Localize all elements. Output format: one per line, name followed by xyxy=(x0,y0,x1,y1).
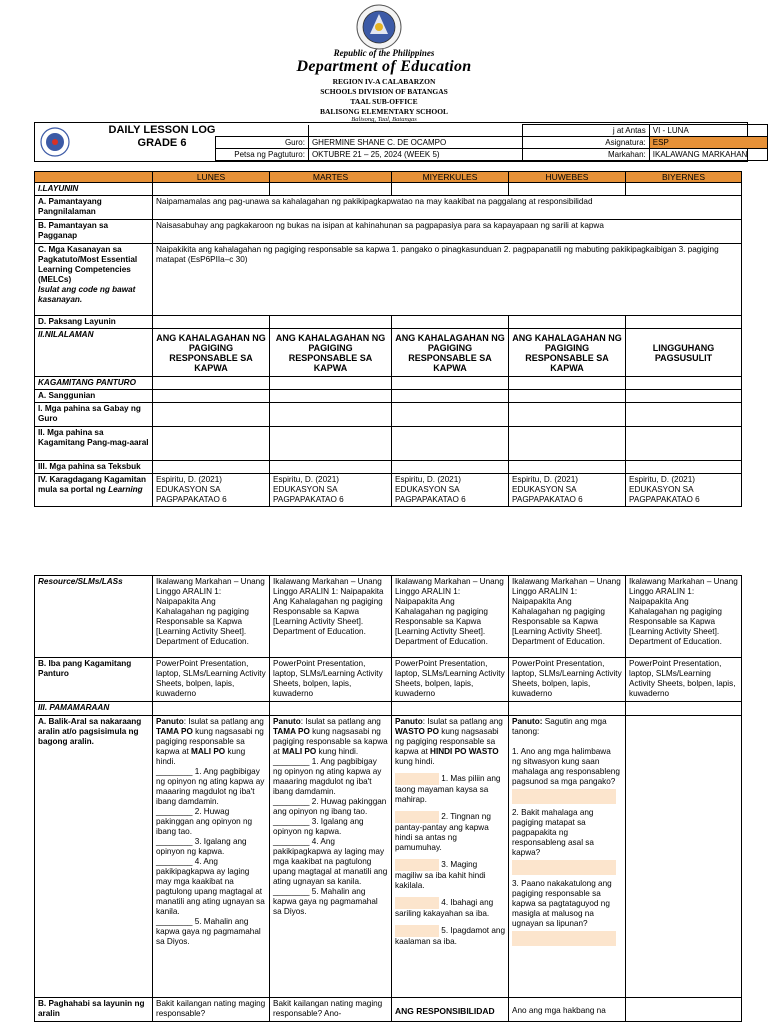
resource-label: Resource/SLMs/LASs xyxy=(35,576,153,658)
pamantayan-pagganap-label: B. Pamantayan sa Pagganap xyxy=(35,220,153,244)
resource-huwebes: Ikalawang Markahan – Unang Linggo ARALIN 1: Naipapakita Ang Kahalagahan ng pagiging Responsable sa Kapwa [Learning Activity Sheet]. Department of Education. xyxy=(509,576,626,658)
panuto-label: Panuto: xyxy=(512,717,543,726)
answer-blank[interactable] xyxy=(395,811,439,823)
paghahabi-miyerkules: ANG RESPONSIBILIDAD xyxy=(392,998,509,1022)
petsa-value: OKTUBRE 21 – 25, 2024 (WEEK 5) xyxy=(308,149,522,161)
quiz-item: ________ 3. Igalang ang opinyon ng kapwa. xyxy=(156,837,247,856)
ref-title-biyernes: EDUKASYON SA PAGPAPAKATAO 6 xyxy=(629,485,700,504)
paghahabi-huwebes: Ano ang mga hakbang na xyxy=(509,998,626,1022)
quiz-item: ________ 4. Ang pakikipagkapwa ay laging may mga kaakibat na pagtulong upang magtagal at manatili ang ating ugnayan sa kanila. xyxy=(156,857,265,916)
iba-miyerkules: PowerPoint Presentation, laptop, SLMs/Learning Activity Sheets, bolpen, lapis, kuwaderno xyxy=(392,658,509,702)
nilalaman-biyernes: LINGGUHANG PAGSUSULIT xyxy=(626,329,742,377)
balik-aral-martes xyxy=(270,716,392,998)
petsa-label: Petsa ng Pagtuturo: xyxy=(216,149,309,161)
header-address: Balisong, Taal, Batangas xyxy=(351,116,417,123)
quiz-item: ________ 3. Igalang ang opinyon ng kapwa. xyxy=(273,817,364,836)
teksbuk-label: III. Mga pahina sa Teksbuk xyxy=(35,461,153,474)
dll-lower-table xyxy=(34,575,742,1022)
dll-title: DAILY LESSON LOG xyxy=(108,124,216,136)
tama-po: TAMA PO xyxy=(156,727,193,736)
sanggunian-label: A. Sanggunian xyxy=(35,390,153,403)
header-region: REGION IV-A CALABARZON xyxy=(332,77,436,86)
markahan-value: IKALAWANG MARKAHAN xyxy=(649,149,767,161)
quiz-item: 1. Mas piliin ang taong mayaman kaysa sa mahirap. xyxy=(395,774,501,804)
iba-martes: PowerPoint Presentation, laptop, SLMs/Learning Activity Sheets, bolpen, lapis, kuwaderno xyxy=(270,658,392,702)
header-republic: Republic of the Philippines xyxy=(333,48,435,58)
melcs-label: C. Mga Kasanayan sa Pagkatuto/Most Essential Learning Competencies (MELCs) xyxy=(38,245,138,284)
layunin-heading: I.LAYUNIN xyxy=(35,183,153,196)
wasto-po: WASTO PO xyxy=(395,727,439,736)
paghahabi-label: B. Paghahabi sa layunin ng aralin xyxy=(35,998,153,1022)
ref-author-miyerkules: Espiritu, D. (2021) xyxy=(395,475,461,484)
panuto-text: kung nagsasabi ng pagiging responsable sa kapwa at xyxy=(273,727,388,756)
iba-biyernes: PowerPoint Presentation, laptop, SLMs/Learning Activity Sheets, bolpen, lapis, kuwaderno xyxy=(626,658,742,702)
day-header-martes: MARTES xyxy=(270,172,392,183)
melcs-text: Naipakikita ang kahalagahan ng pagiging responsable sa kapwa 1. pangako o pinagkasunduan 2. pagpapanatili ng mabuting pakikipagkaibigan 3. pagiging matapat (EsP6PIIa–c 30) xyxy=(153,244,742,316)
header-school: BALISONG ELEMENTARY SCHOOL xyxy=(319,107,449,116)
pamantayan-nilalaman-text: Naipamamalas ang pag-unawa sa kahalagahan ng pakikipagkapwatao na may kaakibat na paggalang at responsibilidad xyxy=(153,196,742,220)
panuto-label: Panuto xyxy=(273,717,301,726)
panuto-text: kung nagsasabi ng pagiging responsable sa kapwa at xyxy=(156,727,264,756)
panuto-text: Sagutin ang mga tanong: xyxy=(512,717,607,736)
ref-author-biyernes: Espiritu, D. (2021) xyxy=(629,475,695,484)
guro-label: Guro: xyxy=(216,137,309,149)
ref-title-lunes: EDUKASYON SA PAGPAPAKATAO 6 xyxy=(156,485,227,504)
header-division: SCHOOLS DIVISION OF BATANGAS xyxy=(320,87,448,96)
ref-author-lunes: Espiritu, D. (2021) xyxy=(156,475,222,484)
quiz-item: ________ 1. Ang pagbibigay ng opinyon ng ating kapwa ay maaaring magdulot ng iba't ibang damdamin. xyxy=(273,757,382,796)
balik-aral-lunes xyxy=(153,716,270,998)
quiz-item: 4. Ibahagi ang sariling kakayahan sa iba. xyxy=(395,898,494,918)
day-header-miyerkules: MIYERKULES xyxy=(392,172,509,183)
school-seal-icon xyxy=(40,127,70,157)
ref-author-huwebes: Espiritu, D. (2021) xyxy=(512,475,578,484)
panuto-text: : Isulat sa patlang ang xyxy=(422,717,503,726)
kagamitan-pahina-label: II. Mga pahina sa Kagamitang Pang-mag-aaral xyxy=(35,427,153,461)
quiz-item: 5. Ipagdamot ang kaalaman sa iba. xyxy=(395,926,506,946)
pamantayan-pagganap-text: Naisasabuhay ang pagkakaroon ng bukas na isipan at kahinahunan sa pagpapasiya para sa kapayapaan ng sarili at kapwa xyxy=(153,220,742,244)
pamamaraan-heading: III. PAMAMARAAN xyxy=(35,702,153,716)
question-item: 2. Bakit mahalaga ang pagiging matapat sa pagpapakita ng responsableng asal sa kapwa? xyxy=(512,808,594,857)
quiz-item: 2. Tingnan ng pantay-pantay ang kapwa hindi sa antas ng pamumuhay. xyxy=(395,812,491,852)
day-header-lunes: LUNES xyxy=(153,172,270,183)
tama-po: TAMA PO xyxy=(273,727,310,736)
mali-po: MALI PO xyxy=(191,747,226,756)
answer-blank[interactable] xyxy=(512,789,616,804)
header-department: Department of Education xyxy=(296,58,472,75)
ref-title-huwebes: EDUKASYON SA PAGPAPAKATAO 6 xyxy=(512,485,583,504)
dll-upper-table xyxy=(34,171,742,507)
quiz-item: ________ 4. Ang pakikipagkapwa ay laging may mga kaakibat na pagtulong upang magtagal at manatili ang ating ugnayan sa kanila. xyxy=(273,837,388,886)
answer-blank[interactable] xyxy=(395,773,439,785)
balik-aral-huwebes xyxy=(509,716,626,998)
question-item: 3. Paano nakakatulong ang pagiging responsable sa kapwa sa pagtataguyod ng masigla at malusog na ugnayan sa lipunan? xyxy=(512,879,612,928)
quiz-item: ________ 2. Huwag pakinggan ang opinyon ng ibang tao. xyxy=(273,797,387,816)
guro-value: GHERMINE SHANE C. DE OCAMPO xyxy=(308,137,522,149)
karagdagang-label: IV. Karagdagang Kagamitan mula sa portal ng xyxy=(38,475,146,494)
iba-huwebes: PowerPoint Presentation, laptop, SLMs/Learning Activity Sheets, bolpen, lapis, kuwaderno xyxy=(509,658,626,702)
panuto-label: Panuto xyxy=(156,717,184,726)
answer-blank[interactable] xyxy=(395,925,439,937)
nilalaman-heading: II.NILALAMAN xyxy=(35,329,153,377)
panuto-label: Panuto xyxy=(395,717,423,726)
quiz-item: ________ 1. Ang pagbibigay ng opinyon ng ating kapwa ay maaaring magdulot ng iba't ibang damdamin. xyxy=(156,767,265,806)
answer-blank[interactable] xyxy=(512,860,616,875)
markahan-label: Markahan: xyxy=(522,149,649,161)
kagamitan-heading: KAGAMITANG PANTURO xyxy=(35,377,153,390)
panuto-text: kung nagsasabi ng pagiging responsable sa kapwa at xyxy=(395,727,499,756)
ref-author-martes: Espiritu, D. (2021) xyxy=(273,475,339,484)
resource-miyerkules: Ikalawang Markahan – Unang Linggo ARALIN 1: Naipapakita Ang Kahalagahan ng pagiging Responsable sa Kapwa [Learning Activity Sheet]. Department of Education. xyxy=(392,576,509,658)
asignatura-value: ESP xyxy=(649,137,767,149)
day-header-biyernes: BIYERNES xyxy=(626,172,742,183)
quiz-item: 3. Maging magiliw sa iba kahit hindi kakilala. xyxy=(395,860,486,890)
lesson-meta-table xyxy=(215,124,768,161)
panuto-text: kung hindi. xyxy=(316,747,359,756)
quiz-item: ________ 2. Huwag pakinggan ang opinyon ng ibang tao. xyxy=(156,807,253,836)
asignatura-label: Asignatura: xyxy=(522,137,649,149)
iba-lunes: PowerPoint Presentation, laptop, SLMs/Learning Activity Sheets, bolpen, lapis, kuwaderno xyxy=(153,658,270,702)
panuto-text: kung hindi. xyxy=(156,747,246,766)
dll-grade: GRADE 6 xyxy=(137,137,187,149)
nilalaman-lunes: ANG KAHALAGAHAN NG PAGIGING RESPONSABLE SA KAPWA xyxy=(153,329,270,377)
paghahabi-lunes: Bakit kailangan nating maging responsable? xyxy=(153,998,270,1022)
answer-blank[interactable] xyxy=(395,859,439,871)
nilalaman-huwebes: ANG KAHALAGAHAN NG PAGIGING RESPONSABLE SA KAPWA xyxy=(509,329,626,377)
hindi-po-wasto: HINDI PO WASTO xyxy=(430,747,499,756)
mali-po: MALI PO xyxy=(282,747,317,756)
nilalaman-martes: ANG KAHALAGAHAN NG PAGIGING RESPONSABLE SA KAPWA xyxy=(270,329,392,377)
pamantayan-nilalaman-label: A. Pamantayang Pangnilalaman xyxy=(35,196,153,220)
answer-blank[interactable] xyxy=(395,897,439,909)
resource-biyernes: Ikalawang Markahan – Unang Linggo ARALIN 1: Naipapakita Ang Kahalagahan ng pagiging Responsable sa Kapwa [Learning Activity Sheet]. Department of Education. xyxy=(626,576,742,658)
deped-seal-icon xyxy=(356,4,402,50)
paksang-layunin-label: D. Paksang Layunin xyxy=(35,316,153,329)
iba-label: B. Iba pang Kagamitang Panturo xyxy=(35,658,153,702)
quiz-item: ________ 5. Mahalin ang kapwa gaya ng pagmamahal sa Diyos. xyxy=(273,887,378,916)
ref-title-martes: EDUKASYON SA PAGPAPAKATAO 6 xyxy=(273,485,344,504)
answer-blank[interactable] xyxy=(512,931,616,946)
ref-title-miyerkules: EDUKASYON SA PAGPAPAKATAO 6 xyxy=(395,485,466,504)
balik-aral-biyernes xyxy=(626,716,742,998)
resource-lunes: Ikalawang Markahan – Unang Linggo ARALIN 1: Naipapakita Ang Kahalagahan ng pagiging Responsable sa Kapwa [Learning Activity Sheet]. Department of Education. xyxy=(153,576,270,658)
resource-martes: Ikalawang Markahan – Unang Linggo ARALIN 1: Naipapakita Ang Kahalagahan ng pagiging Responsable sa Kapwa [Learning Activity Sheet]. Department of Education. xyxy=(270,576,392,658)
gabay-label: I. Mga pahina sa Gabay ng Guro xyxy=(35,403,153,427)
antas-value: VI - LUNA xyxy=(649,125,767,137)
paghahabi-martes: Bakit kailangan nating maging responsable? Ano- xyxy=(270,998,392,1022)
balik-aral-miyerkules xyxy=(392,716,509,998)
karagdagang-label-learning: Learning xyxy=(108,485,143,494)
panuto-text: : Isulat sa patlang ang xyxy=(300,717,381,726)
panuto-text: : Isulat sa patlang ang xyxy=(183,717,264,726)
header-sub-office: TAAL SUB-OFFICE xyxy=(350,97,418,106)
quiz-item: ________ 5. Mahalin ang kapwa gaya ng pagmamahal sa Diyos. xyxy=(156,917,261,946)
day-header-huwebes: HUWEBES xyxy=(509,172,626,183)
nilalaman-miyerkules: ANG KAHALAGAHAN NG PAGIGING RESPONSABLE SA KAPWA xyxy=(392,329,509,377)
panuto-text: kung hindi. xyxy=(395,757,435,766)
question-item: 1. Ano ang mga halimbawa ng sitwasyon kung saan mahalaga ang responsableng pagsunod sa mga pangako? xyxy=(512,747,620,786)
balik-aral-label: A. Balik-Aral sa nakaraang aralin at/o pagsisimula ng bagong aralin. xyxy=(35,716,153,998)
antas-label: j at Antas xyxy=(522,125,649,137)
melcs-note: Isulat ang code ng bawat kasanayan. xyxy=(38,285,136,304)
